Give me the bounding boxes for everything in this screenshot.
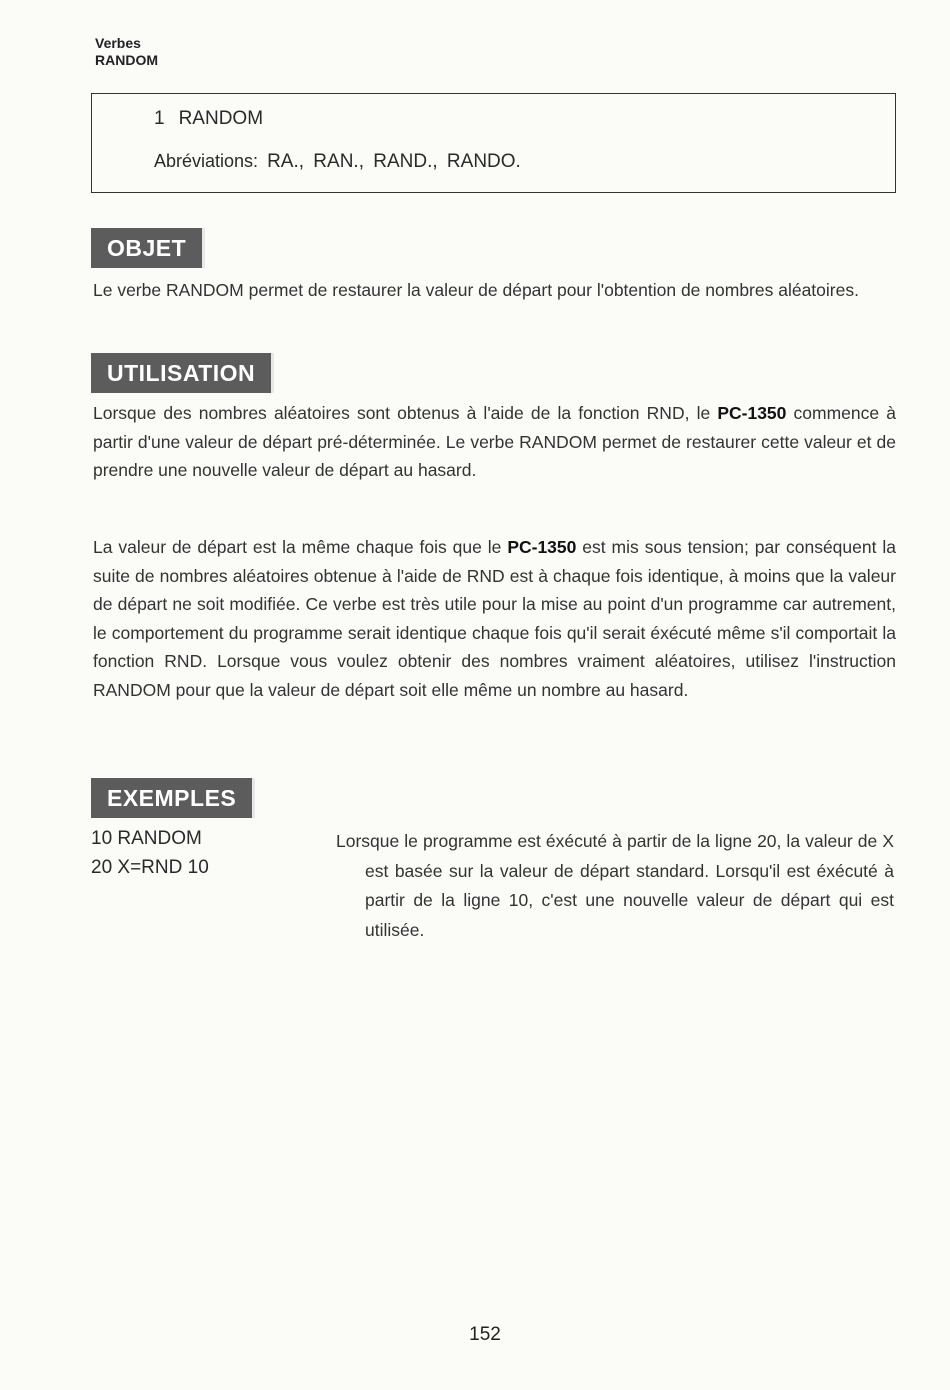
utilisation-p1-model: PC-1350 (717, 403, 787, 423)
example-description: Lorsque le programme est éxécuté à partir de la ligne 20, la valeur de X est basée sur la valeur de départ standard. Lorsqu'il est éxécuté à partir de la ligne 10, c'est une nouvelle valeur de départ qui est utilisée. (336, 831, 894, 940)
section-header-objet: OBJET (91, 228, 205, 268)
syntax-form-line (154, 108, 263, 130)
utilisation-paragraph-2 (93, 533, 896, 704)
section-header-utilisation: UTILISATION (91, 353, 274, 393)
abbreviations-label: Abréviations: (154, 151, 259, 171)
objet-paragraph: Le verbe RANDOM permet de restaurer la valeur de départ pour l'obtention de nombres aléatoires. (93, 280, 859, 300)
utilisation-p1-text-a: Lorsque des nombres aléatoires sont obtenus à l'aide de la fonction RND, le (93, 403, 718, 423)
running-head (95, 35, 158, 69)
code-listing (91, 824, 209, 882)
utilisation-paragraph-1 (93, 399, 896, 485)
utilisation-p2-text-a: La valeur de départ est la même chaque fois que le (93, 537, 508, 557)
abbreviations-line (154, 151, 521, 173)
page-number: 152 (469, 1324, 501, 1345)
section-header-exemples: EXEMPLES (91, 778, 255, 818)
running-head-chapter: Verbes (95, 35, 141, 51)
syntax-number: 1 (154, 108, 165, 129)
abbreviations-values: RA., RAN., RAND., RANDO. (267, 151, 521, 172)
utilisation-p2-model: PC-1350 (507, 537, 577, 557)
utilisation-p1-text-c: commence à partir d'une valeur de départ pré-déterminée. Le verbe RANDOM permet de restaurer cette valeur et de prendre une nouvelle valeur de départ au hasard. (93, 403, 896, 480)
syntax-form: RANDOM (178, 108, 264, 129)
code-line: 10 RANDOM (91, 828, 202, 849)
running-head-topic: RANDOM (95, 52, 158, 68)
syntax-box (91, 93, 896, 193)
utilisation-p2-text-c: est mis sous tension; par conséquent la suite de nombres aléatoires obtenue à l'aide de RND est à chaque fois identique, à moins que la valeur de départ ne soit modifiée. Ce verbe est très utile pour la mise au point d'un programme car autrement, le comportement du programme serait identique chaque fois qu'il serait éxécuté même s'il comportait la fonction RND. Lorsque vous voulez obtenir des nombres vraiment aléatoires, utilisez l'instruction RANDOM pour que la valeur de départ soit elle même un nombre au hasard. (93, 537, 897, 700)
code-line: 20 X=RND 10 (91, 857, 209, 878)
